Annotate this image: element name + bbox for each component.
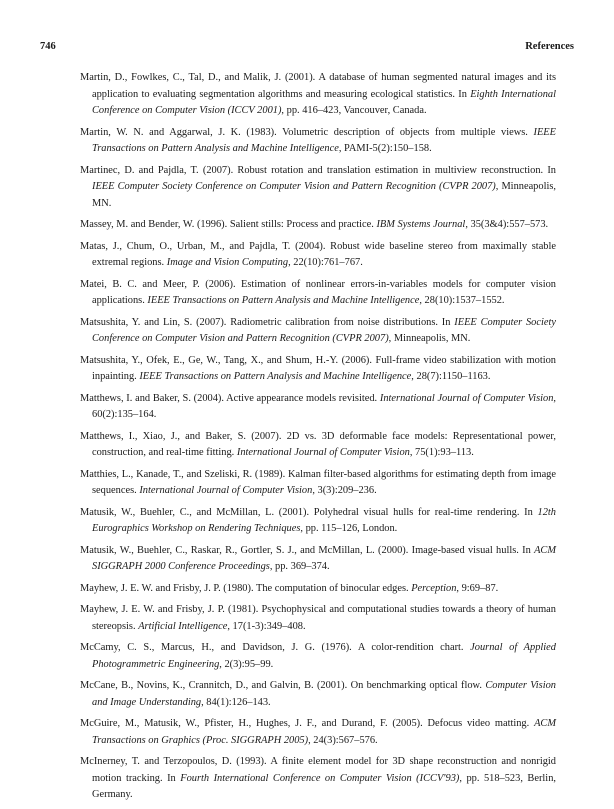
reference-entry: Matei, B. C. and Meer, P. (2006). Estimation of nonlinear errors-in-variables models for computer vision applications. IEEE Transactions on Pattern Analysis and Machine Intelligence, 28(10):1537–1552. <box>80 278 556 306</box>
reference-venue: IEEE Computer Society Conference on Computer Vision and Pattern Recognition (CVPR 2007) <box>92 181 496 192</box>
running-title: References <box>525 41 574 52</box>
reference-venue: Artificial Intelligence <box>138 620 228 632</box>
reference-entry: Matsushita, Y., Ofek, E., Ge, W., Tang, X., and Shum, H.-Y. (2006). Full-frame video stabilization with motion inpainting. IEEE Transactions on Pattern Analysis and Machine Intelligence, 28(7):1150–1163. <box>80 354 556 382</box>
reference-venue: IBM Systems Journal <box>376 219 466 230</box>
reference-venue: IEEE Transactions on Pattern Analysis and Machine Intelligence <box>147 295 420 306</box>
reference-venue: IEEE Computer Society Conference on Computer Vision and Pattern Recognition (CVPR 2007) <box>92 316 556 344</box>
reference-entry: McCane, B., Novins, K., Crannitch, D., and Galvin, B. (2001). On benchmarking optical flow. Computer Vision and Image Understanding, 84(1):126–143. <box>80 680 556 708</box>
reference-venue: Perception <box>411 582 457 594</box>
reference-entry: Matthies, L., Kanade, T., and Szeliski, R. (1989). Kalman filter-based algorithms for estimating depth from image sequences. International Journal of Computer Vision, 3(3):209–236. <box>80 468 556 496</box>
reference-venue: Fourth International Conference on Computer Vision (ICCV'93) <box>180 772 460 784</box>
reference-entry: McInerney, T. and Terzopoulos, D. (1993). A finite element model for 3D shape reconstruction and nonrigid motion tracking. In Fourth International Conference on Computer Vision (ICCV'93), pp. 518–523, Berlin, Germany. <box>80 756 556 800</box>
reference-entry: Mayhew, J. E. W. and Frisby, J. P. (1980). The computation of binocular edges. Perception, 9:69–87. <box>80 582 499 594</box>
reference-entry: Matas, J., Chum, O., Urban, M., and Pajdla, T. (2004). Robust wide baseline stereo from maximally stable extremal regions. Image and Vision Computing, 22(10):761–767. <box>80 240 556 268</box>
reference-entry: Martinec, D. and Pajdla, T. (2007). Robust rotation and translation estimation in multiview reconstruction. In IEEE Computer Society Conference on Computer Vision and Pattern Recognition (CVPR 2007), Minneapolis, MN. <box>80 164 556 209</box>
reference-entry: Martin, D., Fowlkes, C., Tal, D., and Malik, J. (2001). A database of human segmented natural images and its application to evaluating segmentation algorithms and measuring ecological statistics. In Eighth International Conference on Computer Vision (ICCV 2001), pp. 416–423, Vancouver, Canada. <box>80 72 557 116</box>
reference-venue: Journal of Applied Photogrammetric Engineering <box>92 642 556 670</box>
reference-list <box>80 70 556 809</box>
reference-entry: Matthews, I., Xiao, J., and Baker, S. (2007). 2D vs. 3D deformable face models: Representational power, construction, and real-time fitting. International Journal of Computer Vision, 75(1):93–113. <box>80 430 556 458</box>
reference-venue: ACM Transactions on Graphics (Proc. SIGGRAPH 2005) <box>92 718 556 746</box>
reference-venue: Computer Vision and Image Understanding <box>92 680 556 708</box>
reference-venue: Image and Vision Computing <box>166 257 289 268</box>
reference-venue: ACM SIGGRAPH 2000 Conference Proceedings <box>92 544 556 572</box>
reference-entry: Matusik, W., Buehler, C., and McMillan, L. (2001). Polyhedral visual hulls for real-time rendering. In 12th Eurographics Workshop on Rendering Techniques, pp. 115–126, London. <box>80 506 556 534</box>
reference-entry: Matsushita, Y. and Lin, S. (2007). Radiometric calibration from noise distributions. In IEEE Computer Society Conference on Computer Vision and Pattern Recognition (CVPR 2007), Minneapolis, MN. <box>80 316 556 344</box>
reference-venue: International Journal of Computer Vision <box>139 485 313 496</box>
reference-entry: McCamy, C. S., Marcus, H., and Davidson, J. G. (1976). A color-rendition chart. Journal of Applied Photogrammetric Engineering, 2(3):95–99. <box>80 642 556 670</box>
reference-venue: IEEE Transactions on Pattern Analysis and Machine Intelligence <box>139 371 412 382</box>
reference-entry: Mayhew, J. E. W. and Frisby, J. P. (1981). Psychophysical and computational studies towards a theory of human stereopsis. Artificial Intelligence, 17(1-3):349–408. <box>80 604 556 632</box>
reference-venue: Eighth International Conference on Computer Vision (ICCV 2001) <box>92 88 557 116</box>
reference-entry: Martin, W. N. and Aggarwal, J. K. (1983). Volumetric description of objects from multiple views. IEEE Transactions on Pattern Analysis and Machine Intelligence, PAMI-5(2):150–158. <box>80 126 556 154</box>
reference-entry: McGuire, M., Matusik, W., Pfister, H., Hughes, J. F., and Durand, F. (2005). Defocus video matting. ACM Transactions on Graphics (Proc. SIGGRAPH 2005), 24(3):567–576. <box>80 718 556 746</box>
reference-entry: Matusik, W., Buehler, C., Raskar, R., Gortler, S. J., and McMillan, L. (2000). Image-based visual hulls. In ACM SIGGRAPH 2000 Conference Proceedings, pp. 369–374. <box>80 544 556 572</box>
reference-entry: Matthews, I. and Baker, S. (2004). Active appearance models revisited. International Journal of Computer Vision, 60(2):135–164. <box>80 392 557 420</box>
reference-venue: IEEE Transactions on Pattern Analysis and Machine Intelligence <box>92 126 556 154</box>
reference-entry: Massey, M. and Bender, W. (1996). Salient stills: Process and practice. IBM Systems Journal, 35(3&4):557–573. <box>80 219 549 230</box>
reference-venue: 12th Eurographics Workshop on Rendering Techniques <box>92 506 556 534</box>
reference-venue: International Journal of Computer Vision <box>236 447 410 458</box>
page-header <box>40 41 574 52</box>
reference-venue: International Journal of Computer Vision <box>379 392 554 404</box>
page-number: 746 <box>40 41 56 52</box>
